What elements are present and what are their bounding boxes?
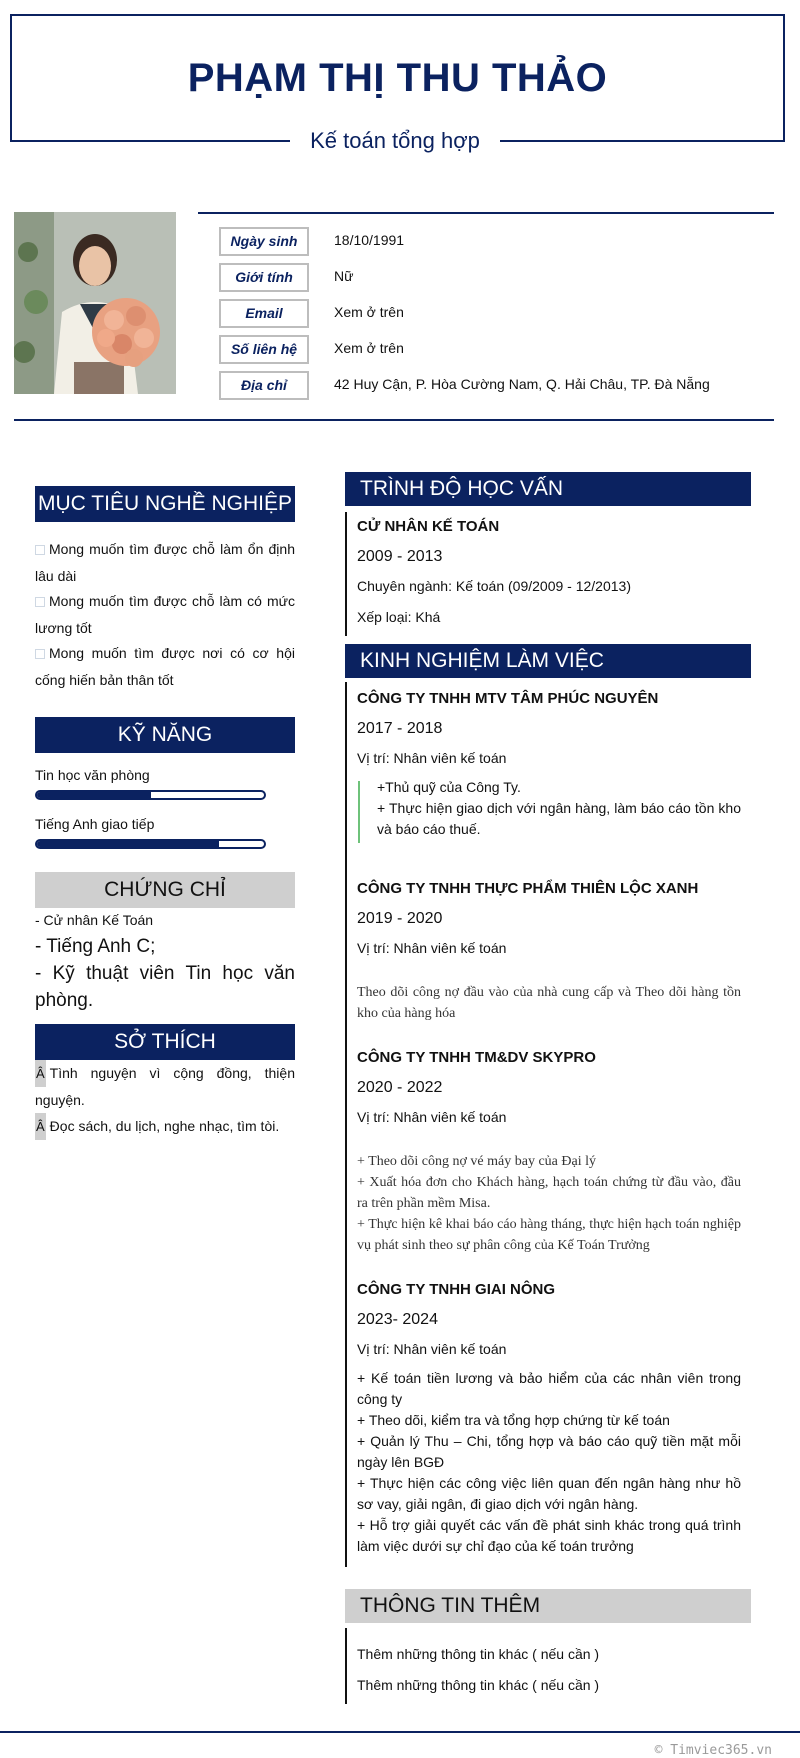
hobby-item: Â Đọc sách, du lịch, nghe nhạc, tìm tòi. <box>35 1113 295 1140</box>
job-position: Vị trí: Nhân viên kế toán <box>357 940 507 956</box>
certificate-item: - Kỹ thuật viên Tin học văn phòng. <box>35 963 295 1011</box>
company-name: CÔNG TY TNHH MTV TÂM PHÚC NGUYÊN <box>357 690 659 707</box>
phone-label: Số liên hệ <box>219 335 309 364</box>
job-description: +Thủ quỹ của Công Ty. + Thực hiện giao dịch với ngân hàng, làm báo cáo tồn kho và báo cáo thuế. <box>377 779 741 837</box>
skill-bar <box>35 790 266 800</box>
info-top-line <box>198 212 774 214</box>
watermark: © Timviec365.vn <box>654 1743 772 1758</box>
education-years: 2009 - 2013 <box>357 548 443 565</box>
company-name: CÔNG TY TNHH THỰC PHẨM THIÊN LỘC XANH <box>357 880 699 897</box>
additional-heading: THÔNG TIN THÊM <box>345 1589 751 1623</box>
quote-bar <box>358 781 360 843</box>
job-years: 2017 - 2018 <box>357 720 443 737</box>
experience-rule <box>345 682 347 1567</box>
job-position: Vị trí: Nhân viên kế toán <box>357 750 507 766</box>
dob-label: Ngày sinh <box>219 227 309 256</box>
hobby-marker: Â <box>35 1060 46 1087</box>
gender-label: Giới tính <box>219 263 309 292</box>
skills-heading: KỸ NĂNG <box>35 717 295 753</box>
objective-item: Mong muốn tìm được chỗ làm có mức lương tốt <box>35 593 295 636</box>
certificate-item: - Tiếng Anh C; <box>35 936 156 957</box>
footer-line <box>0 1731 800 1733</box>
job-title: Kế toán tổng hợp <box>290 128 500 154</box>
email-label: Email <box>219 299 309 328</box>
objective-item: Mong muốn tìm được nơi có cơ hội cống hiến bản thân tốt <box>35 645 295 688</box>
job-years: 2019 - 2020 <box>357 910 443 927</box>
experience-heading: KINH NGHIỆM LÀM VIỆC <box>345 644 751 678</box>
objective-item: Mong muốn tìm được chỗ làm ổn định lâu dài <box>35 541 295 584</box>
bullet-icon <box>35 649 45 659</box>
education-major: Chuyên ngành: Kế toán (09/2009 - 12/2013) <box>357 578 631 594</box>
hobbies-heading: SỞ THÍCH <box>35 1024 295 1060</box>
skill-name: Tin học văn phòng <box>35 767 150 783</box>
candidate-name: PHẠM THỊ THU THẢO <box>187 56 608 100</box>
dob-value: 18/10/1991 <box>334 232 405 248</box>
company-name: CÔNG TY TNHH TM&DV SKYPRO <box>357 1049 596 1066</box>
job-description: Theo dõi công nợ đầu vào của nhà cung cấp và Theo dõi hàng tồn kho của hàng hóa <box>357 985 741 1021</box>
hobby-item: Â Tình nguyện vì cộng đồng, thiện nguyện. <box>35 1060 295 1114</box>
education-grade: Xếp loại: Khá <box>357 609 441 625</box>
additional-item: Thêm những thông tin khác ( nếu cần ) <box>357 1646 600 1662</box>
skill-fill <box>37 841 219 847</box>
degree-name: CỬ NHÂN KẾ TOÁN <box>357 518 500 535</box>
education-heading: TRÌNH ĐỘ HỌC VẤN <box>345 472 751 506</box>
avatar-photo-icon <box>14 212 176 394</box>
certificate-item: - Cử nhân Kế Toán <box>35 912 154 928</box>
hobby-marker: Â <box>35 1113 46 1140</box>
email-value: Xem ở trên <box>334 304 404 320</box>
certificates-heading: CHỨNG CHỈ <box>35 872 295 908</box>
gender-value: Nữ <box>334 268 354 284</box>
section-divider <box>14 419 774 421</box>
avatar <box>14 212 176 394</box>
additional-rule <box>345 1628 347 1704</box>
skill-name: Tiếng Anh giao tiếp <box>35 816 155 832</box>
job-years: 2020 - 2022 <box>357 1079 443 1096</box>
address-label: Địa chỉ <box>219 371 309 400</box>
job-years: 2023- 2024 <box>357 1311 438 1328</box>
job-description: + Kế toán tiền lương và bảo hiểm của các nhân viên trong công ty + Theo dõi, kiểm tra và tổng hợp chứng từ kế toán + Quản lý Thu – Chi, tổng hợp và báo cáo quỹ tiền mặt mỗi ngày lên BGĐ + Thực hiện các công việc liên quan đến ngân hàng như hồ sơ vay, giải ngân, đi giao dịch với ngân hàng. + Hỗ trợ giải quyết các vấn đề phát sinh khác trong quá trình làm việc dưới sự chỉ đạo của kế toán trưởng <box>357 1370 741 1554</box>
skill-fill <box>37 792 151 798</box>
bullet-icon <box>35 597 45 607</box>
address-value: 42 Huy Cận, P. Hòa Cường Nam, Q. Hải Châu, TP. Đà Nẵng <box>334 376 710 392</box>
bullet-icon <box>35 545 45 555</box>
job-position: Vị trí: Nhân viên kế toán <box>357 1341 507 1357</box>
job-position: Vị trí: Nhân viên kế toán <box>357 1109 507 1125</box>
objective-heading: MỤC TIÊU NGHỀ NGHIỆP <box>35 486 295 522</box>
company-name: CÔNG TY TNHH GIAI NÔNG <box>357 1281 556 1298</box>
phone-value: Xem ở trên <box>334 340 404 356</box>
additional-item: Thêm những thông tin khác ( nếu cần ) <box>357 1677 600 1693</box>
education-rule <box>345 512 347 636</box>
job-description: + Theo dõi công nợ vé máy bay của Đại lý + Xuất hóa đơn cho Khách hàng, hạch toán chứng từ đầu vào, đầu ra trên phần mềm Misa. + Thực hiện kê khai báo cáo hàng tháng, thực hiện hạch toán nghiệp vụ phát sinh theo sự phân công của Kế Toán Trưởng <box>357 1154 741 1253</box>
skill-bar <box>35 839 266 849</box>
